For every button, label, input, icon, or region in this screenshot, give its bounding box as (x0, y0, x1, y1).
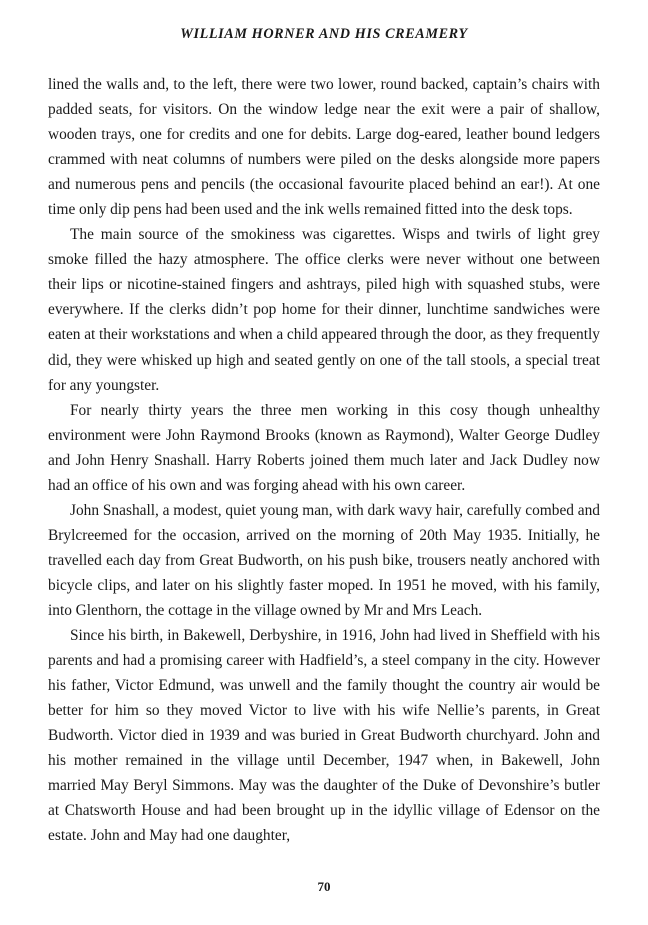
running-head: WILLIAM HORNER AND HIS CREAMERY (180, 26, 468, 42)
page-number: 70 (317, 879, 331, 894)
paragraph: For nearly thirty years the three men working in this cosy though unhealthy environment were John Raymond Brooks (known as Raymond), Walter George Dudley and John Henry Snashall. Harry Roberts joined them much later and Jack Dudley now had an office of his own and was forging ahead with his own career. (48, 401, 600, 494)
paragraph: lined the walls and, to the left, there were two lower, round backed, captain’s chairs with padded seats, for visitors. On the window ledge near the exit were a pair of shallow, wooden trays, one for credits and one for debits. Large dog-eared, leather bound ledgers crammed with neat columns of numbers were piled on the desks alongside more papers and numerous pens and pencils (the occasional favourite placed behind an ear!). At one time only dip pens had been used and the ink wells remained fitted into the desk tops. (48, 76, 600, 219)
paragraph: The main source of the smokiness was cigarettes. Wisps and twirls of light grey smoke filled the hazy atmosphere. The office clerks were never without one between their lips or nicotine-stained fingers and ashtrays, piled high with squashed stubs, were everywhere. If the clerks didn’t pop home for their dinner, lunchtime sandwiches were eaten at their workstations and when a child appeared through the door, as they frequently did, they were whisked up high and seated gently on one of the tall stools, a special treat for any youngster. (48, 226, 600, 394)
body-text (48, 72, 600, 848)
paragraph: John Snashall, a modest, quiet young man, with dark wavy hair, carefully combed and Brylcreemed for the occasion, arrived on the morning of 20th May 1935. Initially, he travelled each day from Great Budworth, on his push bike, trousers neatly anchored with bicycle clips, and later on his slightly faster moped. In 1951 he moved, with his family, into Glenthorn, the cottage in the village owned by Mr and Mrs Leach. (48, 501, 600, 619)
paragraph: Since his birth, in Bakewell, Derbyshire, in 1916, John had lived in Sheffield with his parents and had a promising career with Hadfield’s, a steel company in the city. However his father, Victor Edmund, was unwell and the family thought the country air would be better for him so they moved Victor to live with his wife Nellie’s parents, in Great Budworth. Victor died in 1939 and was buried in Great Budworth churchyard. John and his mother remained in the village until December, 1947 when, in Bakewell, John married May Beryl Simmons. May was the daughter of the Duke of Devonshire’s butler at Chatsworth House and had been brought up in the idyllic village of Edensor on the estate. John and May had one daughter, (48, 627, 600, 845)
